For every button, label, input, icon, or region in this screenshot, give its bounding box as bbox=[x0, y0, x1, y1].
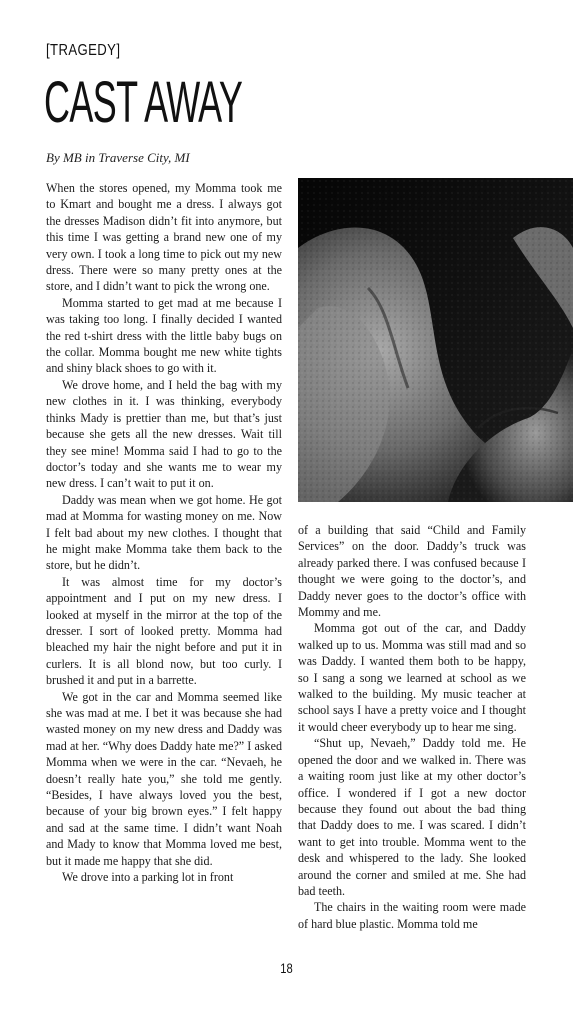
column-right bbox=[298, 522, 526, 932]
byline: By MB in Traverse City, MI bbox=[46, 150, 190, 165]
paragraph: When the stores opened, my Momma took me to Kmart and bought me a dress. I always got the dresses Madison didn’t fit into anymore, but this time I was getting a brand new one of my very own. I took a long time to pick out my new dress. There were so many pretty ones at the store, and I didn’t want to pick the wrong one. bbox=[46, 181, 282, 294]
paragraph: We got in the car and Momma seemed like she was mad at me. I bet it was because she had wasted money on my new dress and Daddy was mad at her. “Why does Daddy hate me?” I asked Momma when we were in the car. “Nevaeh, he doesn’t really hate you,” she told me gently. “Besides, I have always loved you the best, because of your big brown eyes.” I felt happy and sad at the same time. I didn’t want Noah and Mady to know that Momma loved me best, but it made me happy that she did. bbox=[46, 689, 282, 868]
article-photo bbox=[298, 178, 573, 502]
paragraph: Daddy was mean when we got home. He got mad at Momma for wasting money on me. Now I felt bad about my new clothes. I thought that he might make Momma take them back to the store, but he didn’t. bbox=[46, 492, 282, 573]
section-tag: [TRAGEDY] bbox=[46, 42, 121, 59]
paragraph: Momma started to get mad at me because I was taking too long. I finally decided I wanted the red t-shirt dress with the little baby bugs on the collar. Momma bought me new white tights and shiny black shoes to go with it. bbox=[46, 295, 282, 376]
article-title: CAST AWAY bbox=[44, 70, 243, 135]
column-left bbox=[46, 180, 282, 885]
stone-statue-image bbox=[298, 178, 573, 502]
paragraph: “Shut up, Nevaeh,” Daddy told me. He opened the door and we walked in. There was a waiting room just like at my other doctor’s office. I wondered if I got a new doctor because they found out about the bad thing that Daddy does to me. I was scared. I didn’t want to get into trouble. Momma went to the desk and whispered to the lady. She looked around the corner and smiled at me. She had bad teeth. bbox=[298, 736, 526, 898]
paragraph: We drove home, and I held the bag with my new clothes in it. I was thinking, everybody thinks Mady is prettier than me, but that’s just because she gets all the new dresses. Wait till they see mine! Momma said I had to go to the doctor’s today and she wants me to wear my new dress. I can’t wait to put it on. bbox=[46, 377, 282, 491]
page-number: 18 bbox=[280, 960, 293, 976]
paragraph: Momma got out of the car, and Daddy walked up to us. Momma was still mad and so was Daddy. I wanted them both to be happy, so I sang a song we learned at school as we walked to the building. My music teacher at school says I have a pretty voice and I thought it would cheer everybody up to hear me sing. bbox=[298, 621, 526, 734]
paragraph: The chairs in the waiting room were made of hard blue plastic. Momma told me bbox=[298, 900, 526, 931]
paragraph: of a building that said “Child and Family Services” on the door. Daddy’s truck was already parked there. I was confused because I thought we were going to the doctor’s, and Daddy never goes to the doctor’s office with Mommy and me. bbox=[298, 523, 526, 620]
paragraph: It was almost time for my doctor’s appointment and I put on my new dress. I looked at myself in the mirror at the top of the dresser. I sort of looked pretty. Momma had bleached my hair the night before and put it in curlers. It is all blond now, but too curly. I brushed it and put in a barrette. bbox=[46, 574, 282, 688]
paragraph: We drove into a parking lot in front bbox=[62, 870, 234, 885]
